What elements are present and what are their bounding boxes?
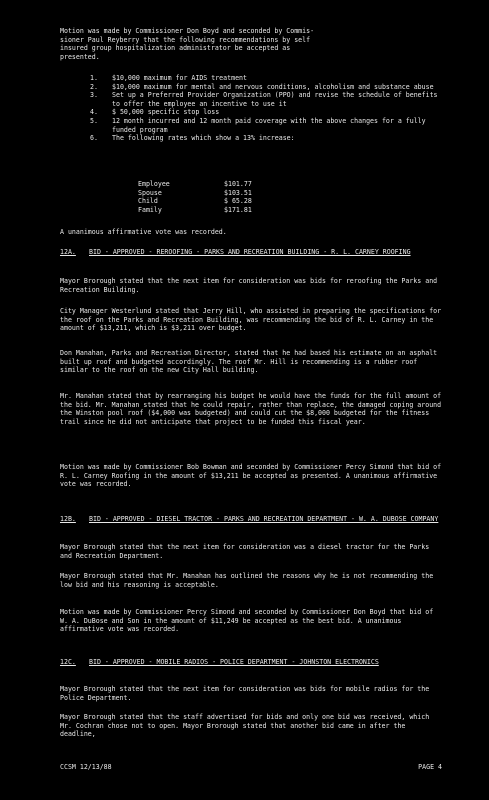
rate-value: $ 65.28: [224, 197, 252, 206]
rate-row: [138, 206, 338, 215]
footer-page-number: PAGE 4: [418, 763, 442, 771]
section-12a-paragraph-1: Mayor Brorough stated that the next item for consideration was bids for reroofing the Parks and Recreation Building.: [60, 277, 438, 294]
section-12a-paragraph-3: Don Manahan, Parks and Recreation Director, stated that he had based his estimate on an asphalt built up roof and budgeted accordingly. The roof Mr. Hill is recommending is a rubber roof similar to the roof on the new City Hall building.: [60, 349, 438, 375]
section-number: 12C.: [60, 658, 76, 666]
list-item: [90, 74, 442, 83]
rate-label: Spouse: [138, 188, 162, 197]
section-12c-paragraph-1: Mayor Brorough stated that the next item for consideration was bids for mobile radios for the Police Department.: [60, 685, 430, 702]
section-title: BID - APPROVED - DIESEL TRACTOR - PARKS AND RECREATION DEPARTMENT - W. A. DUBOSE COMPANY: [89, 515, 439, 523]
rate-label: Employee: [138, 180, 170, 188]
list-item-text: 12 month incurred and 12 month paid coverage with the above changes for a fully funded program: [112, 116, 426, 134]
list-item-number: 4.: [90, 108, 98, 117]
list-item-text: Set up a Preferred Provider Organization (PPO) and revise the schedule of benefits to offer the employee an incentive to use it: [112, 91, 438, 108]
list-item: [90, 108, 442, 117]
section-12c-paragraph-2: Mayor Brorough stated that the staff advertised for bids and only one bid was received, which Mr. Cochran chose not to open. Mayor Brorough stated that another bid came in after the deadline,: [60, 713, 430, 739]
section-title: BID - APPROVED - REROOFING - PARKS AND RECREATION BUILDING - R. L. CARNEY ROOFING: [89, 248, 411, 256]
list-item-text: The following rates which show a 13% increase:: [112, 134, 295, 143]
list-item-number: 6.: [90, 134, 98, 143]
intro-motion-paragraph: Motion was made by Commissioner Don Boyd and seconded by Commis- sioner Paul Reyberry that the following recommendations by self insured group hospitalization administrator be accepted as presented.: [60, 27, 315, 61]
list-item-text: $10,000 maximum for AIDS treatment: [112, 74, 247, 82]
section-12a-paragraph-2: City Manager Westerlund stated that Jerry Hill, who assisted in preparing the specifications for the roof on the Parks and Recreation Building, was recommending the bid of R. L. Carney in the amount of $13,211, which is $3,211 over budget.: [60, 307, 442, 333]
rate-label: Child: [138, 197, 158, 206]
section-12b-paragraph-1: Mayor Brorough stated that the next item for consideration was a diesel tractor for the Parks and Recreation Department.: [60, 543, 430, 560]
rate-value: $101.77: [224, 180, 252, 188]
rate-row: [138, 189, 338, 198]
recommendations-list: [90, 74, 442, 143]
rate-label: Family: [138, 205, 162, 214]
list-item: [90, 91, 442, 108]
rate-value: $103.51: [224, 188, 252, 197]
list-item-text: $ 50,000 specific stop loss: [112, 108, 220, 117]
footer-meeting-date: CCSM 12/13/88: [60, 763, 112, 771]
list-item: [90, 83, 442, 92]
section-12a-paragraph-4: Mr. Manahan stated that by rearranging his budget he would have the funds for the full amount of the bid. Mr. Manahan stated that he could repair, rather than replace, the damaged coping around the Winston pool roof ($4,000 was budgeted) and could cut the $8,000 budgeted for the fitness trail since he did not anticipate that project to be funded this fiscal year.: [60, 392, 442, 426]
page-footer: [60, 763, 442, 772]
vote-recorded-line: A unanimous affirmative vote was recorded.: [60, 228, 227, 236]
list-item-number: 2.: [90, 82, 98, 91]
section-12a-paragraph-5: Motion was made by Commissioner Bob Bowman and seconded by Commissioner Percy Simond that bid of R. L. Carney Roofing in the amount of $13,211 be accepted as presented. A unanimous affirmative vote was recorded.: [60, 463, 442, 489]
list-item-number: 1.: [90, 74, 98, 82]
rate-row: [138, 180, 338, 189]
list-item: [90, 117, 442, 134]
list-item-number: 5.: [90, 116, 98, 125]
rates-table: [138, 180, 338, 214]
list-item-number: 3.: [90, 91, 98, 100]
section-12b-paragraph-3: Motion was made by Commissioner Percy Simond and seconded by Commissioner Don Boyd that bid of W. A. DuBose and Son in the amount of $11,249 be accepted as the best bid. A unanimous affirmative vote was recorded.: [60, 608, 434, 634]
section-number: 12A.: [60, 248, 76, 256]
section-title: BID - APPROVED - MOBILE RADIOS - POLICE DEPARTMENT - JOHNSTON ELECTRONICS: [89, 658, 379, 666]
rate-value: $171.81: [224, 205, 252, 214]
list-item: [90, 134, 442, 143]
list-item-text: $10,000 maximum for mental and nervous conditions, alcoholism and substance abuse: [112, 82, 434, 91]
section-12b-paragraph-2: Mayor Brorough stated that Mr. Manahan has outlined the reasons why he is not recommending the low bid and his reasoning is acceptable.: [60, 572, 434, 589]
rate-row: [138, 197, 338, 206]
section-number: 12B.: [60, 515, 76, 523]
